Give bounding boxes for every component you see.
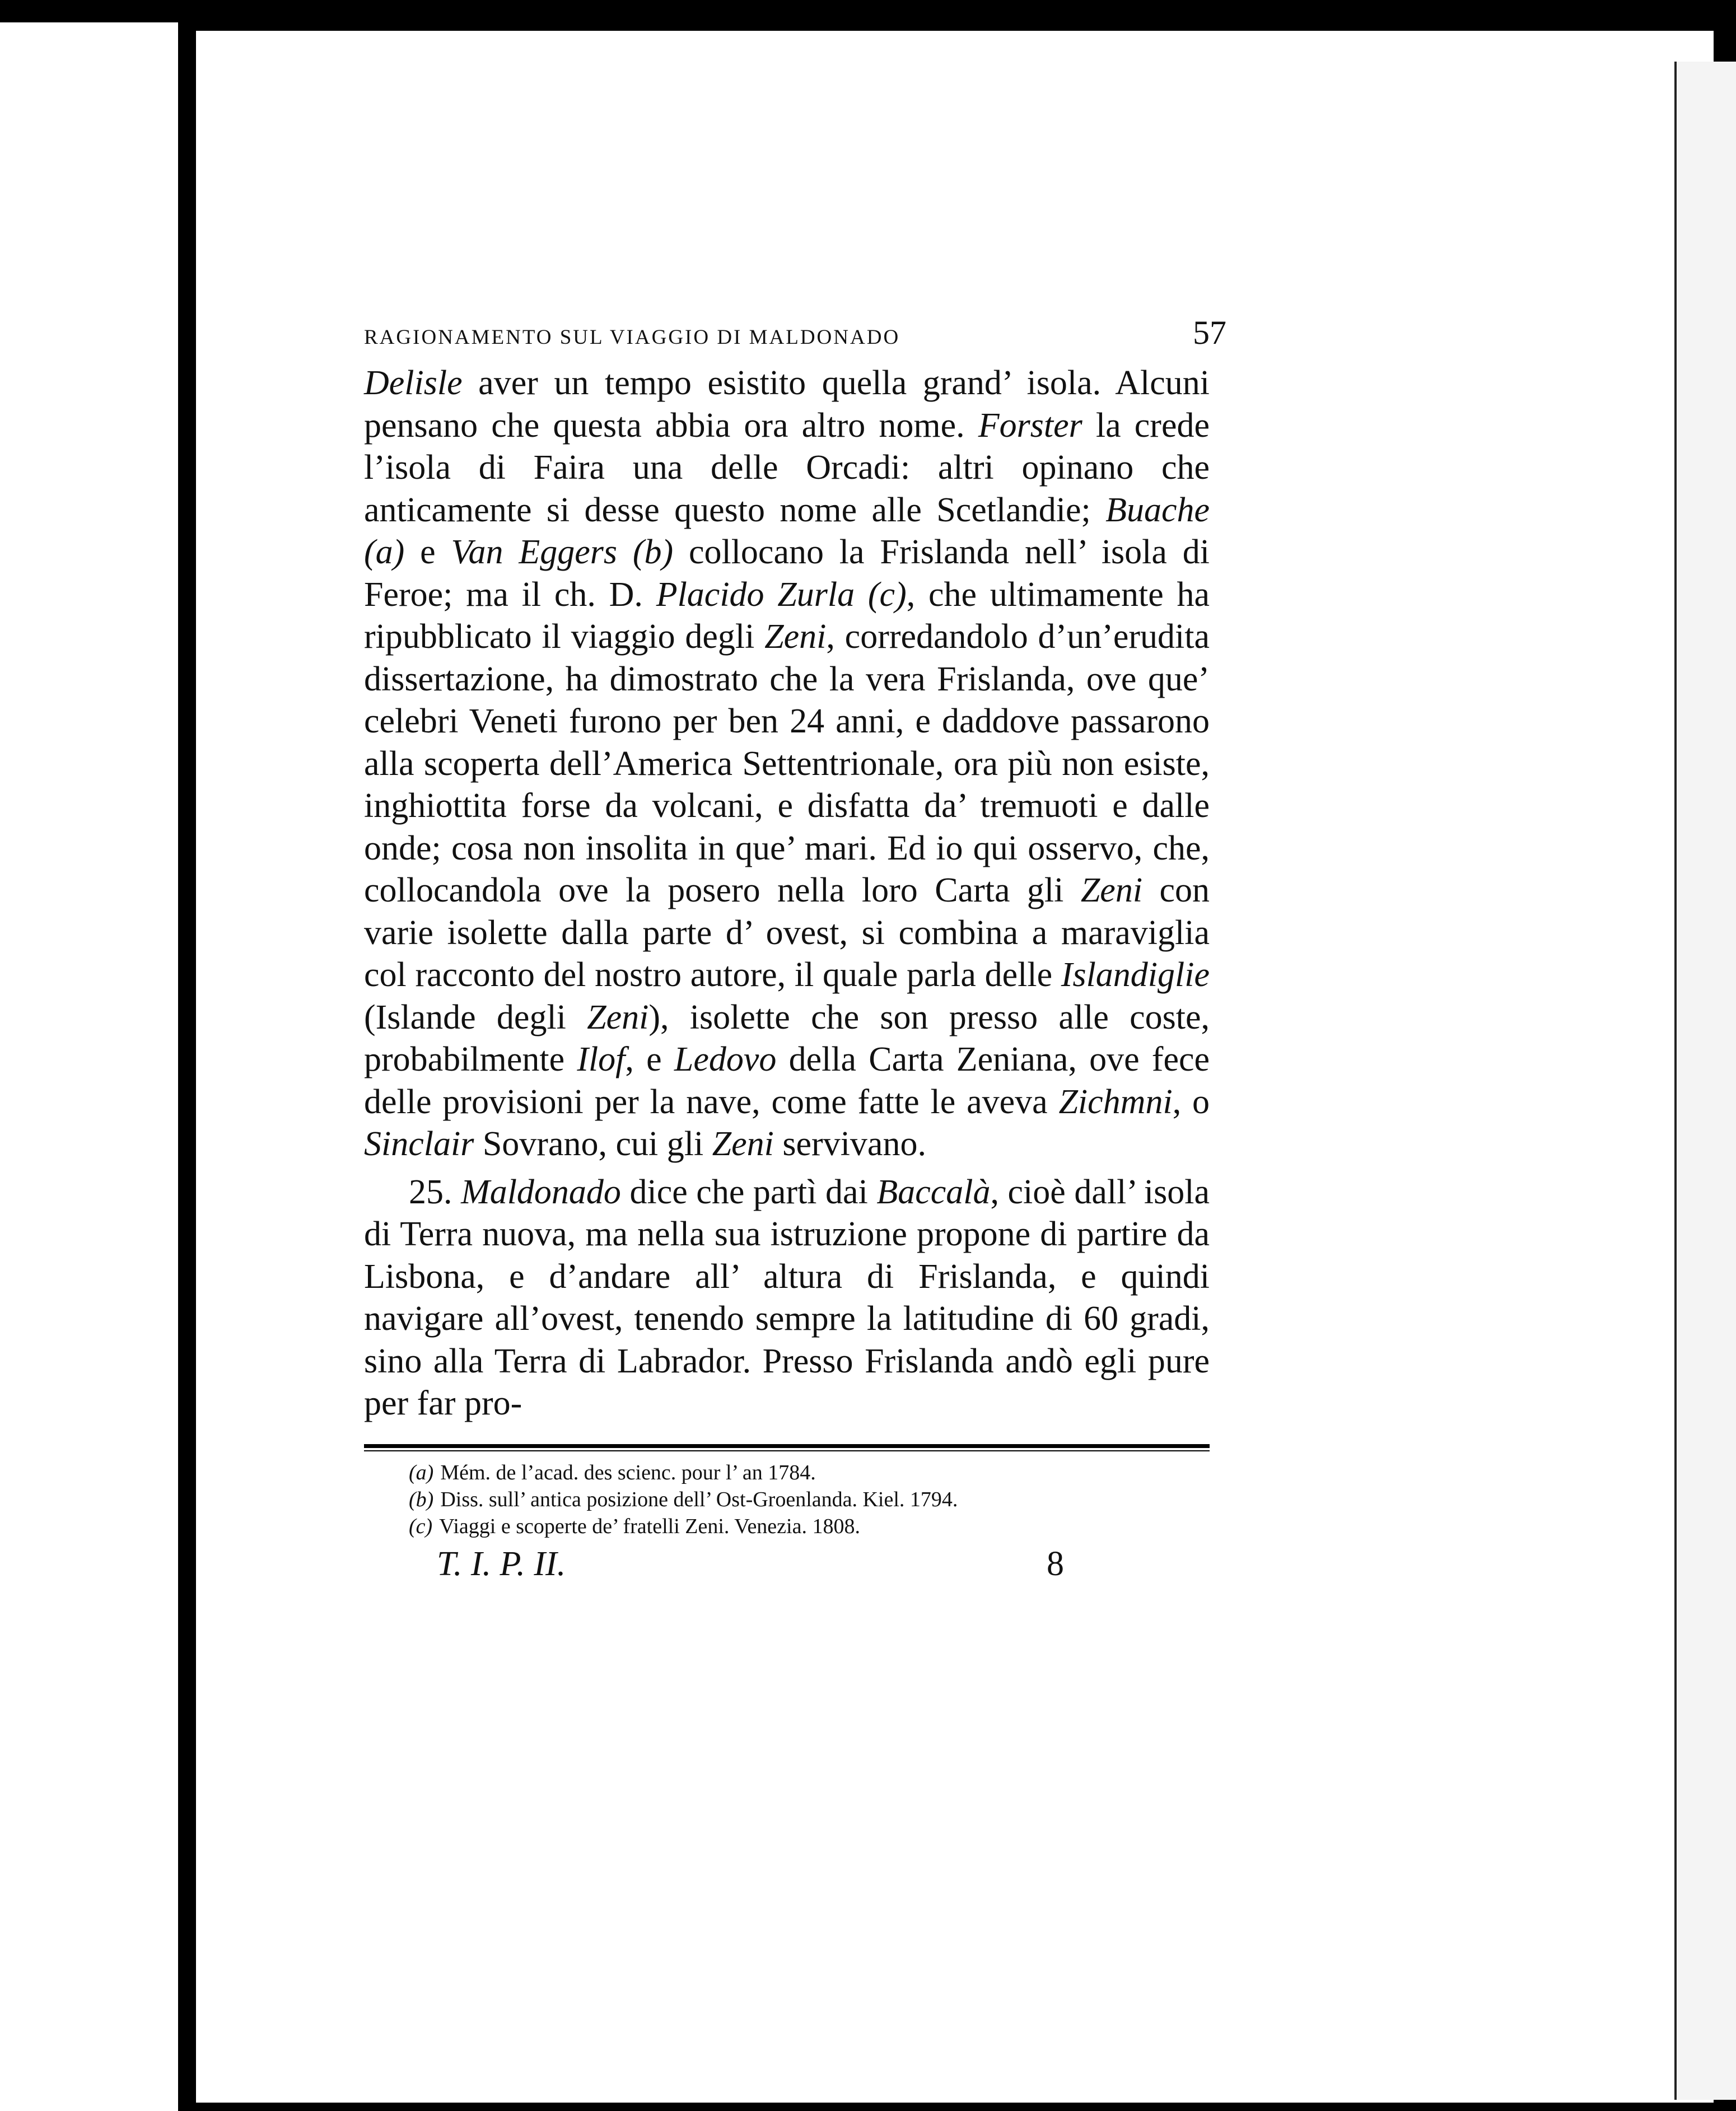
left-page-edge xyxy=(0,22,178,2111)
footnotes xyxy=(364,1459,1210,1540)
footnote-rule xyxy=(364,1444,1210,1451)
page-number: 57 xyxy=(1193,314,1226,351)
signature-line xyxy=(364,1544,1210,1584)
running-header xyxy=(364,314,1226,352)
signature-mark: T. I. P. II. xyxy=(437,1544,566,1583)
page-stack-edge xyxy=(1674,62,1736,2100)
body-text xyxy=(364,362,1210,1425)
footnote: (b) Diss. sull’ antica posizione dell’ Ost-Groenlanda. Kiel. 1794. xyxy=(409,1487,958,1511)
running-title: RAGIONAMENTO SUL VIAGGIO DI MALDONADO xyxy=(364,326,900,349)
paragraph: 25. Maldonado dice che partì dai Baccalà, cioè dall’ isola di Terra nuova, ma nella sua istruzione propone di partire da Lisbona, e d’andare all’ altura di Frislanda, e quindi navigare all’ovest, tenendo sempre la latitudine di 60 gradi, sino alla Terra di Labrador. Presso Frislanda andò egli pure per far pro- xyxy=(364,1173,1210,1422)
signature-number: 8 xyxy=(1047,1544,1064,1583)
footnote: (c) Viaggi e scoperte de’ fratelli Zeni. Venezia. 1808. xyxy=(409,1514,860,1538)
paragraph: Delisle aver un tempo esistito quella grand’ isola. Alcuni pensano che questa abbia ora altro nome. Forster la crede l’isola di Faira una delle Orcadi: altri opinano che anticamente si desse questo nome alle Scetlandie; Buache (a) e Van Eggers (b) collocano la Frislanda nell’ isola di Feroe; ma il ch. D. Placido Zurla (c), che ultimamente ha ripubblicato il viaggio degli Zeni, corredandolo d’un’erudita dissertazione, ha dimostrato che la vera Frislanda, ove que’ celebri Veneti furono per ben 24 anni, e daddove passarono alla scoperta dell’America Settentrionale, ora più non esiste, inghiottita forse da volcani, e disfatta da’ tremuoti e dalle onde; cosa non insolita in que’ mari. Ed io qui osservo, che, collocandola ove la posero nella loro Carta gli Zeni con varie isolette dalla parte d’ ovest, si combina a maraviglia col racconto del nostro autore, il quale parla delle Islandiglie (Islande degli Zeni), isolette che son presso alle coste, probabilmente Ilof, e Ledovo della Carta Zeniana, ove fece delle provisioni per la nave, come fatte le aveva Zichmni, o Sinclair Sovrano, cui gli Zeni servivano. xyxy=(364,364,1210,1163)
footnote: (a) Mém. de l’acad. des scienc. pour l’ an 1784. xyxy=(409,1460,816,1484)
page-content xyxy=(364,314,1226,1584)
